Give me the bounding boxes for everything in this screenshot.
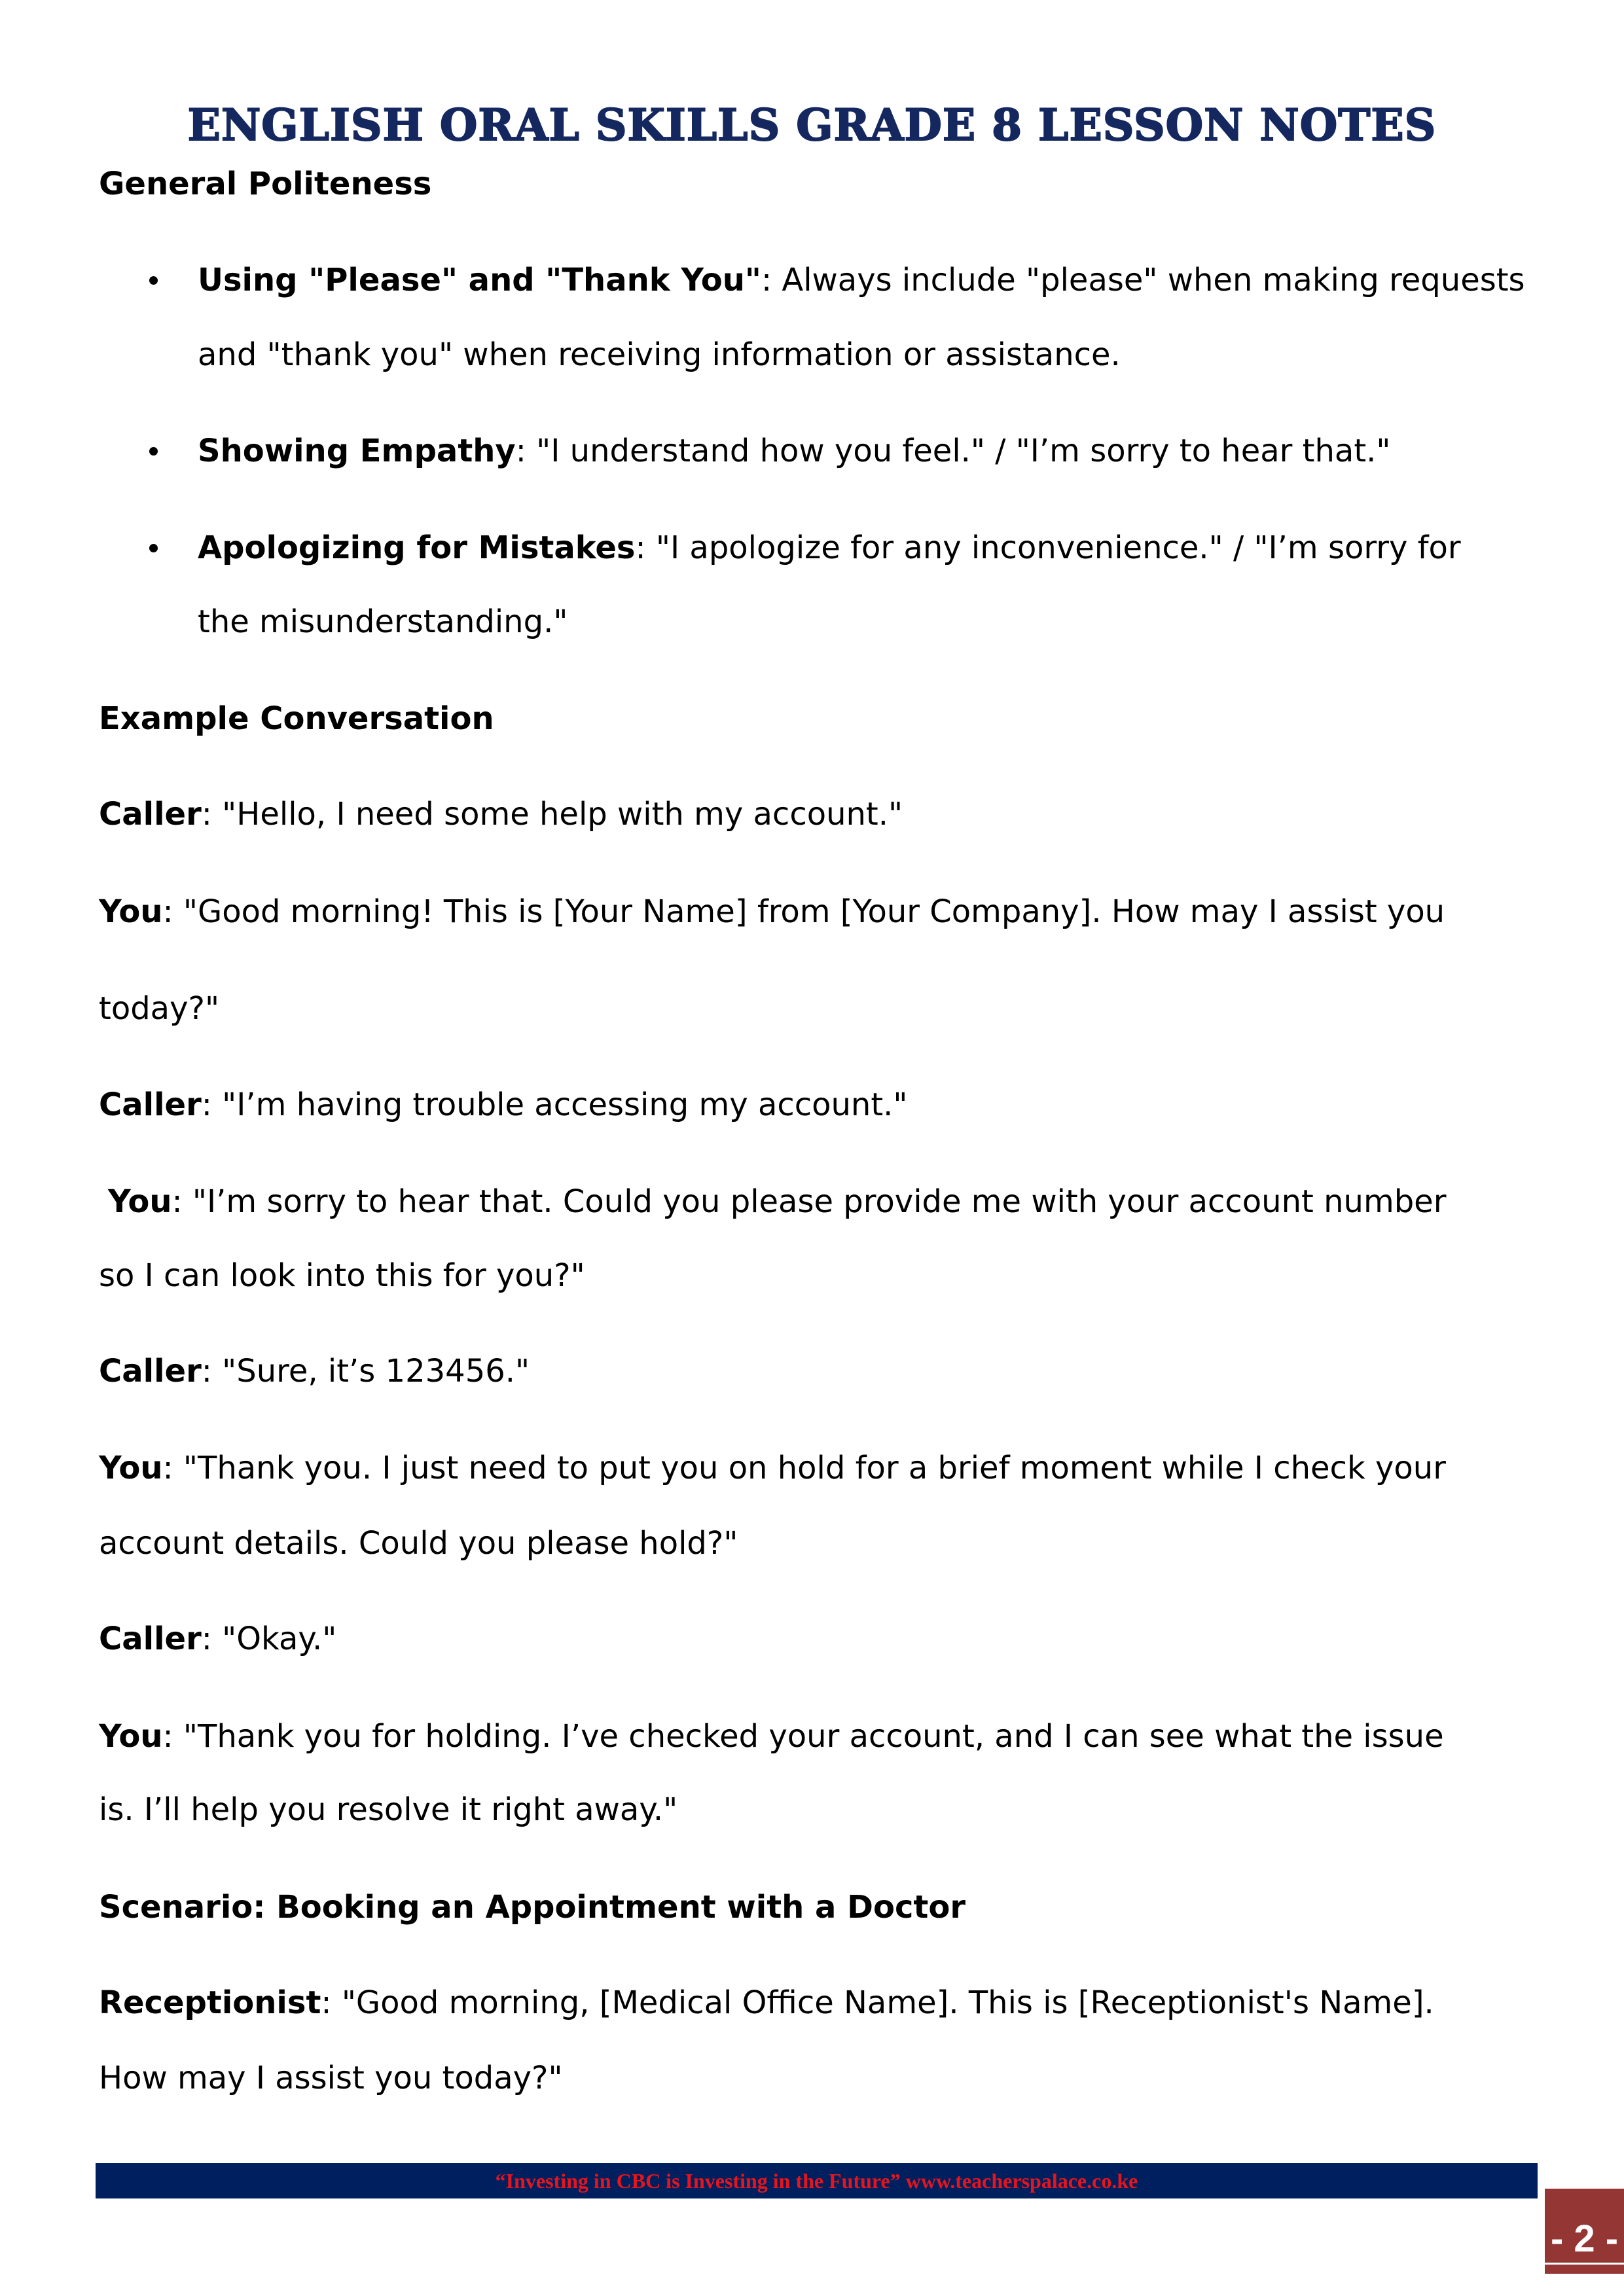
dialogue-text-cont: is. I’ll help you resolve it right away." (99, 1791, 678, 1828)
bullet-term: Apologizing for Mistakes (198, 529, 636, 566)
page-number: - 2 - (1550, 2217, 1619, 2260)
dialogue-text: : "Hello, I need some help with my account." (201, 796, 903, 833)
dialogue-text: : "I’m sorry to hear that. Could you please provide me with your account number (171, 1183, 1447, 1220)
dialogue-line (99, 1983, 1434, 2022)
bullet-text: : "I apologize for any inconvenience." / "I’m sorry for (635, 529, 1461, 566)
speaker: Caller (99, 1086, 202, 1123)
bullet-text: : "I understand how you feel." / "I’m sorry to hear that." (515, 433, 1391, 469)
speaker: Caller (99, 1353, 202, 1390)
speaker: You (99, 893, 163, 930)
dialogue-text-cont: so I can look into this for you?" (99, 1257, 585, 1294)
dialogue-text: : "Good morning! This is [Your Name] from [Your Company]. How may I assist you (162, 893, 1445, 930)
speaker: You (108, 1183, 172, 1220)
bullet-text: : Always include "please" when making requests (761, 262, 1525, 298)
dialogue-text: : "Thank you. I just need to put you on hold for a brief moment while I check your (162, 1450, 1446, 1486)
footer-text: “Investing in CBC is Investing in the Future” www.teacherspalace.co.ke (495, 2169, 1138, 2193)
dialogue-text: : "Sure, it’s 123456." (201, 1353, 530, 1390)
page-number-underline (1545, 2263, 1624, 2265)
dialogue-text: : "Thank you for holding. I’ve checked your account, and I can see what the issue (162, 1718, 1444, 1755)
speaker: Caller (99, 796, 202, 833)
bullet-text-cont: the misunderstanding." (198, 603, 568, 640)
bullet-text-cont: and "thank you" when receiving information or assistance. (198, 336, 1121, 373)
page-title: ENGLISH ORAL SKILLS GRADE 8 LESSON NOTES (187, 99, 1437, 151)
speaker: You (99, 1718, 163, 1755)
dialogue-text: : "Okay." (201, 1621, 337, 1657)
page-number-box (1545, 2189, 1624, 2274)
footer-banner (96, 2163, 1538, 2198)
dialogue-line (108, 1182, 1446, 1221)
dialogue-line (99, 795, 903, 834)
bullet-icon (149, 544, 158, 552)
dialogue-line (99, 892, 1445, 931)
bullet-item (198, 528, 1461, 567)
speaker: Receptionist (99, 1984, 321, 2021)
bullet-term: Showing Empathy (198, 433, 516, 469)
bullet-icon (149, 447, 158, 456)
dialogue-line (99, 1619, 336, 1659)
dialogue-line (99, 1352, 530, 1391)
dialogue-line (99, 1717, 1444, 1756)
bullet-term: Using "Please" and "Thank You" (198, 262, 761, 298)
dialogue-text: : "I’m having trouble accessing my account." (201, 1086, 908, 1123)
speaker: You (99, 1450, 163, 1486)
bullet-icon (149, 276, 158, 285)
bullet-item (198, 431, 1390, 471)
dialogue-line (99, 1448, 1446, 1488)
speaker: Caller (99, 1621, 202, 1657)
dialogue-text-cont: How may I assist you today?" (99, 2060, 563, 2096)
dialogue-line (99, 1085, 908, 1124)
dialogue-text: : "Good morning, [Medical Office Name]. This is [Receptionist's Name]. (321, 1984, 1434, 2021)
section-heading-example-conversation: Example Conversation (99, 700, 494, 737)
dialogue-text-cont: account details. Could you please hold?" (99, 1525, 738, 1562)
section-heading-general-politeness: General Politeness (99, 166, 432, 202)
section-heading-scenario: Scenario: Booking an Appointment with a Doctor (99, 1889, 965, 1926)
bullet-item (198, 260, 1525, 300)
dialogue-text-cont: today?" (99, 990, 220, 1027)
